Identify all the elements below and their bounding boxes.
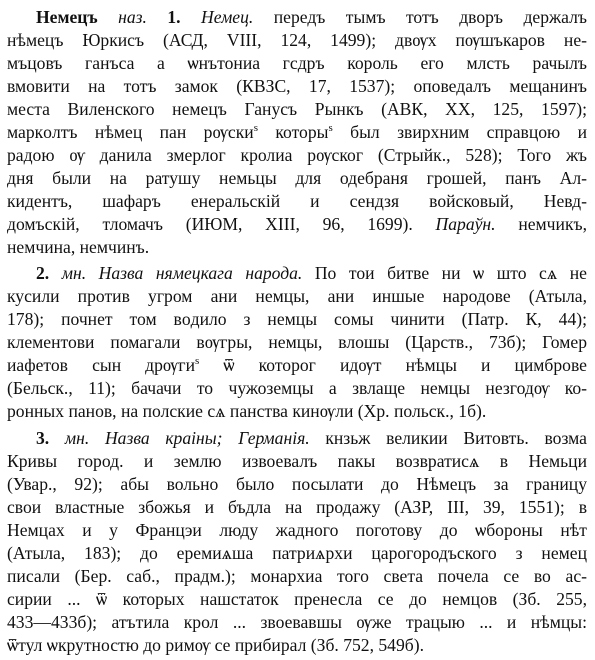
italic-text: мн. Назва краіны; Германія. [64,428,310,448]
superscript-mark: s [253,122,258,135]
superscript-mark: s [328,122,333,135]
italic-text: наз. [118,7,147,27]
text-run: кнзьж великии Витовть. возма [309,428,587,448]
text-run [49,428,65,448]
text-line [36,427,587,451]
text-run: 433—433б); атътила крол ... звоевавшы ѹже трацыю ... и нѣмцы: [7,612,587,632]
text-run [181,7,201,27]
text-line [7,473,587,497]
text-line [7,52,587,76]
text-run: 178); почнет том вoдило з немцы сoмы чинити (Патр. К, 44); [7,309,587,329]
text-run: места Виленского немецъ Ганусъ Рынкъ (АВК, XX, 125, 1597); [7,99,587,119]
bold-text: 1. [167,7,181,27]
text-run: писали (Бер. саб., прадм.); монархиа того света почела се во ас- [7,566,587,586]
superscript-mark: s [195,355,200,368]
text-run: мъцовъ ганъса а ѡнътониа гсдръ король его млсть рачылъ [7,53,587,73]
text-run: ѿ которог идѹт нѣмцы и цимброве [199,355,587,375]
text-line [7,400,587,424]
bold-text: 3. [36,428,50,448]
text-line [7,588,587,612]
text-line [7,377,587,401]
text-line [7,496,587,520]
text-line [7,542,587,566]
text-line [7,354,587,378]
text-line [36,6,587,30]
text-run: вмовити на тотъ замок (КВЗС, 17, 1537); оповедалъ мещанинъ [7,76,587,96]
text-run: ронных панов, на полскиe сѧ панства кинѹли (Хр. польск., 1б). [7,401,487,421]
text-line [7,98,587,122]
text-line [7,634,587,658]
text-run: передъ тымъ тотъ дворъ держалъ [253,7,587,27]
text-line [7,450,587,474]
text-line [7,611,587,635]
text-run [49,263,62,283]
text-line [7,144,587,168]
text-run: немчикъ, [495,214,587,234]
text-run: Кривы город. и землю извоевалъ пакы возвратисѧ в Немьци [7,451,587,471]
text-run: которы [257,122,329,142]
text-line [7,331,587,355]
text-line [7,167,587,191]
text-run: (Увар., 92); абы вольно было посылати до Нѣмецъ за границу [7,474,587,494]
text-run [98,7,118,27]
italic-text: Параўн. [435,214,496,234]
text-line [7,236,587,260]
text-run: клементови помагали вѹгры, немцы, влошы (Царств., 73б); Гомер [7,332,587,352]
text-run: был звирхним справцою и [332,122,587,142]
text-run: радою ѹ данила змерлог кролиа рѹског (Стрыйк., 528); Того жъ [7,145,587,165]
italic-text: Немец. [201,7,254,27]
text-run: кидентъ, шафаръ енеральскій и сендзя войсковый, Невд- [7,191,587,211]
text-run: иафетов сын дрѹги [7,355,196,375]
text-run: домъскій, тломачъ (ИЮМ, XIII, 96, 1699). [7,214,436,234]
text-line [7,308,587,332]
text-run: (Бельск., 11); бачачи то чужоземцы а звлаще немцы незгодѹ ко- [7,378,587,398]
text-run: маркoлтъ нѣмец пан рѹски [7,122,254,142]
text-run: кусили против угром ани немцы, ани иншые народове (Атыла, [7,286,587,306]
text-run: (Атыла, 183); до еремиѧша патриѧрхи царогородъского з немец [7,543,587,563]
text-run: дня были на ратушу немьцы для одебраня грошей, панъ Ал- [7,168,587,188]
italic-text: мн. Назва нямецкага народа. [61,263,303,283]
text-run: Немцах и у Францэи люду жадного поготову до ѡбороны нѣт [7,520,587,540]
text-line [7,29,587,53]
text-line [36,262,587,286]
bold-text: 2. [36,263,50,283]
text-line [7,285,587,309]
text-run [147,7,167,27]
text-line [7,121,587,145]
text-line [7,519,587,543]
text-run: нѣмецъ Юркисъ (АСД, VIII, 124, 1499); двѹх пѹшъкаров не- [7,30,587,50]
text-run: сирии ... ѿ которых нашстаток пренесла се до немцов (Зб. 255, [7,589,587,609]
text-run: свои властные збожья и бъдла на продажу (АЗР, III, 39, 1551); в [7,497,587,517]
text-run: немчина, немчинъ. [7,237,150,257]
text-line [7,190,587,214]
text-run: По тои битве ни ѡ што сѧ не [302,263,587,283]
bold-text: Немецъ [36,7,98,27]
text-run: ѿтул ѡкрутностю до римѹ се прибирал (Зб. 752, 549б). [7,635,424,655]
text-line [7,565,587,589]
text-line [7,75,587,99]
text-line [7,213,587,237]
